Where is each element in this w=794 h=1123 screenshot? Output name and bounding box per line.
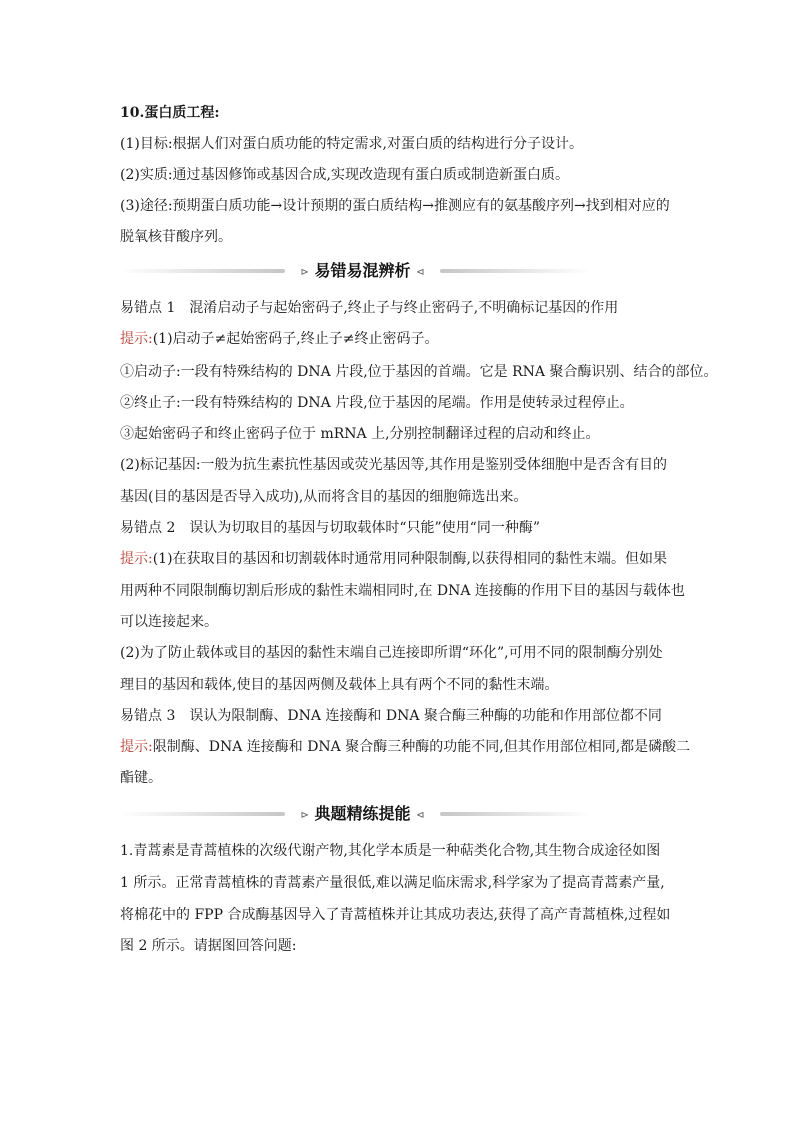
text-line: 理目的基因和载体,使目的基因两侧及载体上具有两个不同的黏性末端。 (120, 677, 559, 693)
text-line: 基因(目的基因是否导入成功),从而将含目的基因的细胞筛选出来。 (120, 489, 528, 505)
question-line: 图 2 所示。请据图回答问题: (120, 938, 297, 954)
hint-line (120, 549, 667, 569)
hint-text: 限制酶、DNA 连接酶和 DNA 聚合酶三种酶的功能不同,但其作用部位相同,都是磷酸二 (152, 739, 691, 755)
question-line: 将棉花中的 FPP 合成酶基因导入了青蒿植株并让其成功表达,获得了高产青蒿植株,过程如 (120, 907, 671, 923)
banner-title (285, 802, 440, 828)
arrow-right-icon: ⊳ (300, 810, 309, 821)
text-line: 脱氧核苷酸序列。 (120, 229, 232, 245)
error-point-title: 易错点 1 混淆启动子与起始密码子,终止子与终止密码子,不明确标记基因的作用 (120, 300, 619, 316)
question-line: 1 所示。正常青蒿植株的青蒿素产量很低,难以满足临床需求,科学家为了提高青蒿素产量, (120, 875, 665, 891)
hint-text: (1)启动子≠起始密码子,终止子≠终止密码子。 (152, 331, 439, 347)
hint-line (120, 737, 690, 757)
text-line: ②终止子:一段有特殊结构的 DNA 片段,位于基因的尾端。作用是使转录过程停止。 (120, 395, 634, 411)
error-point-title: 易错点 2 误认为切取目的基因与切取载体时“只能”使用“同一种酶” (120, 520, 540, 536)
text-line: (1)目标:根据人们对蛋白质功能的特定需求,对蛋白质的结构进行分子设计。 (120, 136, 583, 152)
text-line: (3)途径:预期蛋白质功能→设计预期的蛋白质结构→推测应有的氨基酸序列→找到相对应的 (120, 198, 670, 214)
text-line: (2)为了防止载体或目的基因的黏性末端自己连接即所谓“环化”,可用不同的限制酶分别处 (120, 645, 663, 661)
arrow-right-icon: ⊳ (300, 267, 309, 278)
text-line: 用两种不同限制酶切割后形成的黏性末端相同时,在 DNA 连接酶的作用下目的基因与载体也 (120, 583, 685, 599)
banner-decor-bar (440, 269, 590, 273)
section-banner (120, 259, 590, 283)
banner-title-text: 易错易混辨析 (314, 261, 411, 280)
banner-decor-bar (120, 269, 285, 273)
section-banner (120, 802, 590, 826)
banner-title (285, 259, 440, 285)
banner-decor-bar (120, 812, 285, 816)
hint-line (120, 329, 438, 349)
hint-text: (1)在获取目的基因和切割载体时通常用同种限制酶,以获得相同的黏性末端。但如果 (152, 551, 667, 567)
text-line: (2)实质:通过基因修饰或基因合成,实现改造现有蛋白质或制造新蛋白质。 (120, 167, 569, 183)
text-line: ①启动子:一段有特殊结构的 DNA 片段,位于基因的首端。它是 RNA 聚合酶识别、结合的部位。 (120, 364, 718, 380)
hint-label: 提示: (120, 551, 153, 567)
error-point-title: 易错点 3 误认为限制酶、DNA 连接酶和 DNA 聚合酶三种酶的功能和作用部位都不同 (120, 708, 662, 724)
section-heading: 10.蛋白质工程: (120, 105, 220, 121)
banner-decor-bar (440, 812, 590, 816)
text-line: ③起始密码子和终止密码子位于 mRNA 上,分别控制翻译过程的启动和终止。 (120, 426, 600, 442)
arrow-left-icon: ⊲ (416, 267, 425, 278)
text-line: 可以连接起来。 (120, 614, 218, 630)
arrow-left-icon: ⊲ (416, 810, 425, 821)
hint-label: 提示: (120, 331, 153, 347)
banner-title-text: 典题精练提能 (314, 804, 411, 823)
question-line: 1.青蒿素是青蒿植株的次级代谢产物,其化学本质是一种萜类化合物,其生物合成途径如图 (120, 843, 661, 859)
text-line: (2)标记基因:一般为抗生素抗性基因或荧光基因等,其作用是鉴别受体细胞中是否含有目的 (120, 457, 667, 473)
text-line: 酯键。 (120, 770, 162, 786)
hint-label: 提示: (120, 739, 153, 755)
